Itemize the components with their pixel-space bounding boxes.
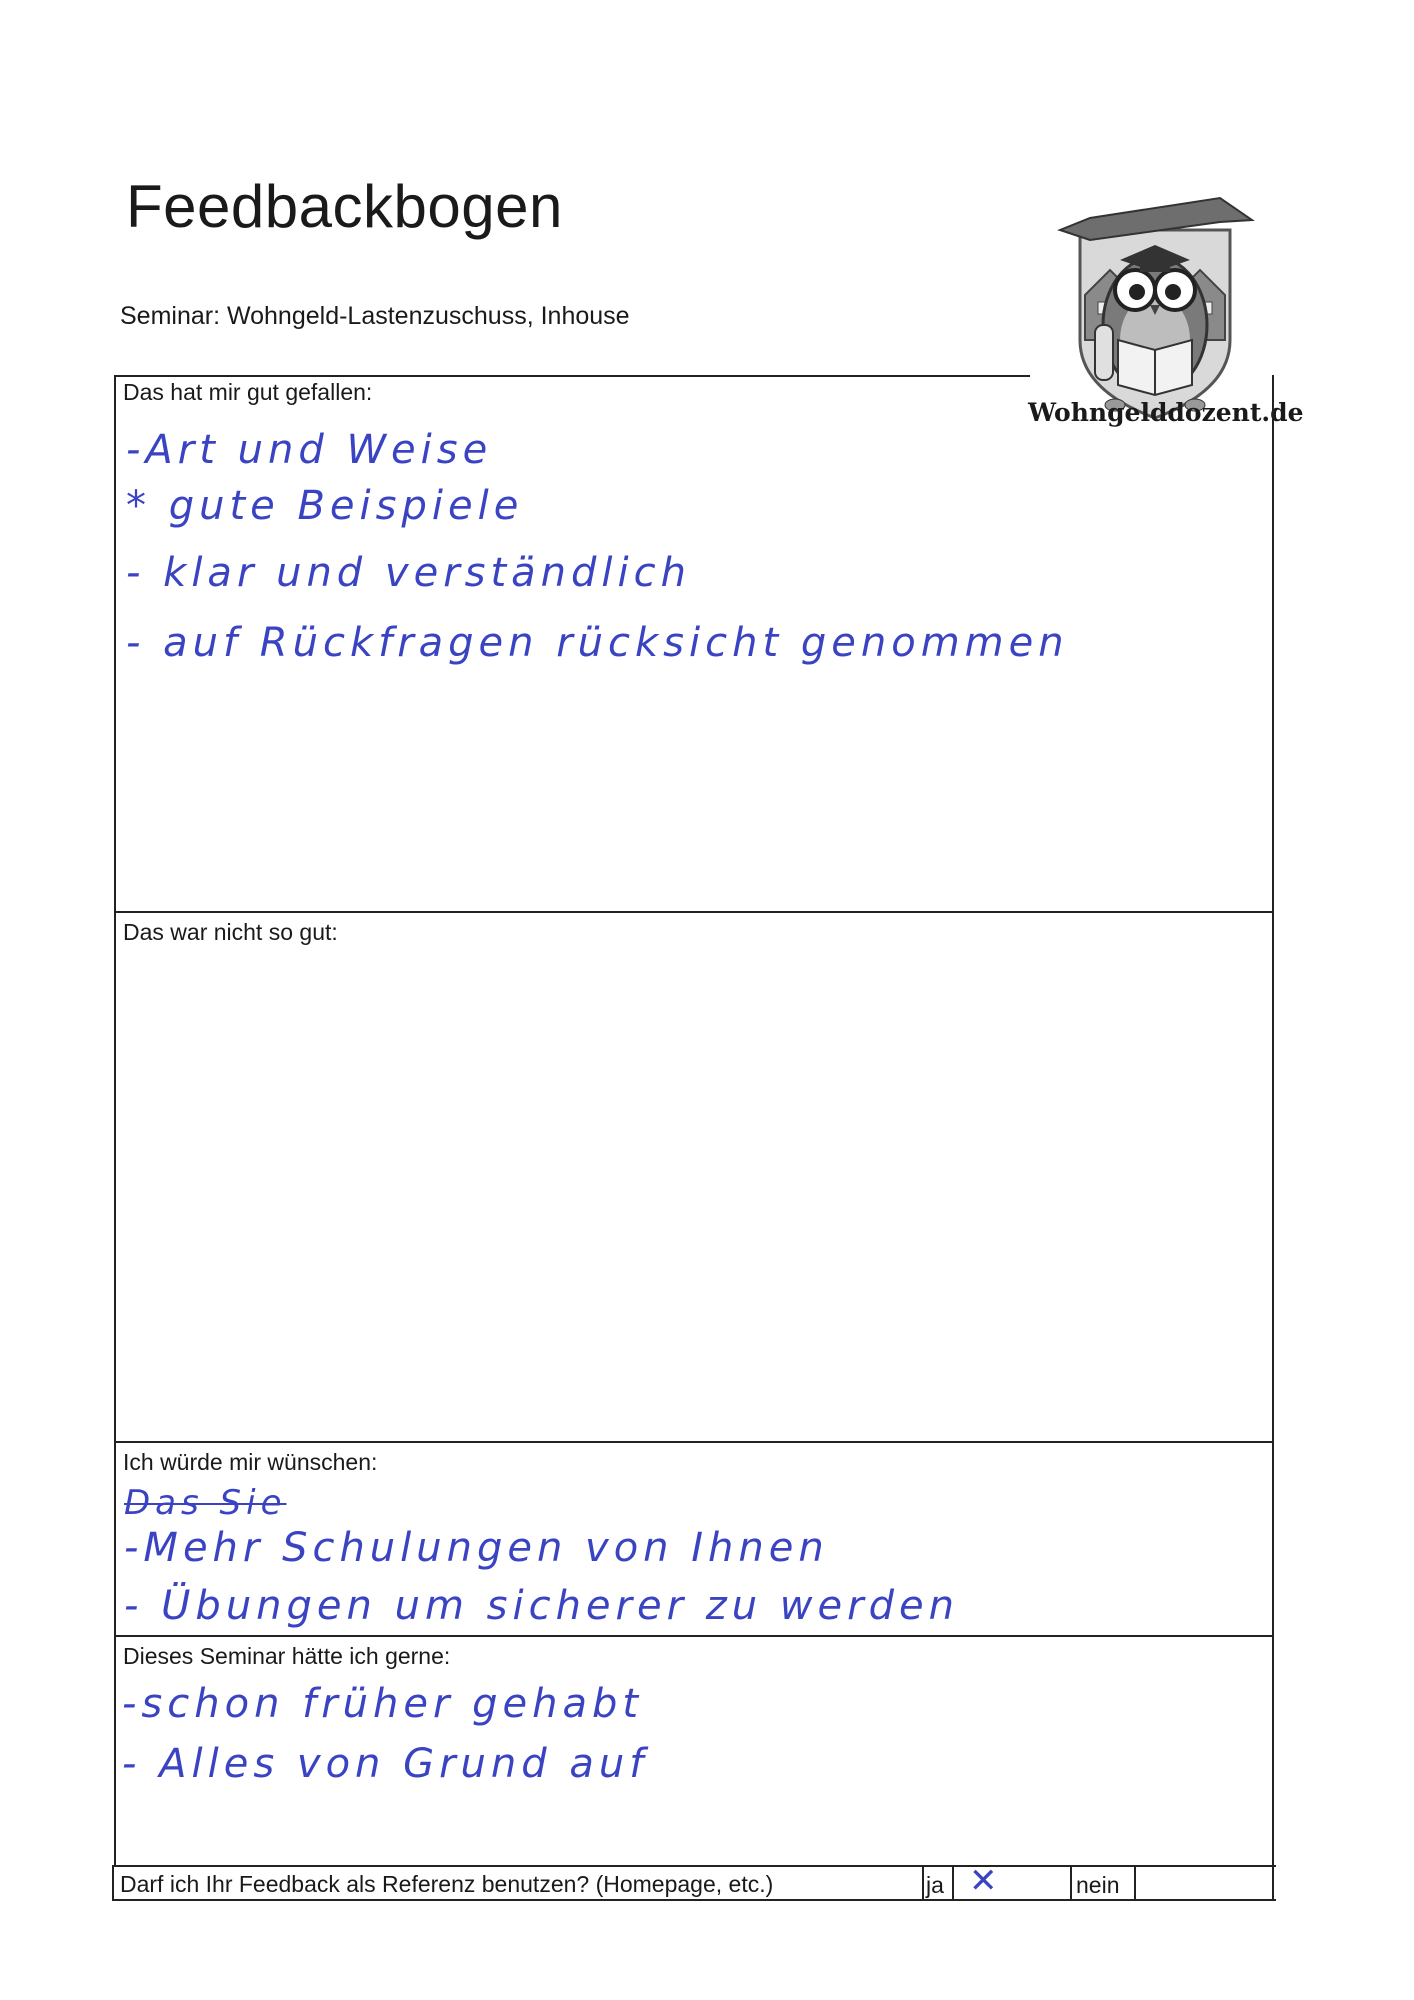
section-liked-label: Das hat mir gut gefallen: <box>123 379 373 405</box>
handwritten-entry: -Mehr Schulungen von Ihnen <box>124 1525 829 1571</box>
section-would-have-liked <box>114 1635 1274 1867</box>
handwritten-entry: -Art und Weise <box>126 427 493 473</box>
divider <box>922 1865 924 1901</box>
form-title: Feedbackbogen <box>126 173 563 240</box>
reference-consent-row <box>112 1862 1274 1901</box>
logo-site-name: Wohngelddozent.de <box>1028 398 1304 427</box>
section-not-good-label: Das war nicht so gut: <box>123 919 338 945</box>
handwritten-entry: - klar und verständlich <box>126 550 691 596</box>
x-mark-icon: ✕ <box>969 1862 998 1900</box>
handwritten-entry: - Alles von Grund auf <box>122 1741 649 1787</box>
reference-question: Darf ich Ihr Feedback als Referenz benutzen? (Homepage, etc.) <box>120 1871 774 1897</box>
section-not-good <box>114 911 1274 1443</box>
handwritten-entry: - auf Rückfragen rücksicht genommen <box>126 620 1069 666</box>
handwritten-struck-entry: Das Sie <box>124 1483 287 1523</box>
seminar-name: Seminar: Wohngeld-Lastenzuschuss, Inhouse <box>120 302 630 330</box>
handwritten-entry: - Übungen um sicherer zu werden <box>124 1583 959 1629</box>
yes-label: ja <box>926 1872 944 1898</box>
no-checkbox[interactable] <box>1134 1865 1276 1901</box>
handwritten-entry: -schon früher gehabt <box>122 1681 644 1727</box>
section-wishes-label: Ich würde mir wünschen: <box>123 1449 378 1475</box>
section-liked <box>114 375 1274 913</box>
section-would-have-liked-label: Dieses Seminar hätte ich gerne: <box>123 1643 451 1669</box>
no-label: nein <box>1076 1872 1120 1898</box>
handwritten-entry: * gute Beispiele <box>126 483 524 529</box>
section-wishes <box>114 1441 1274 1637</box>
